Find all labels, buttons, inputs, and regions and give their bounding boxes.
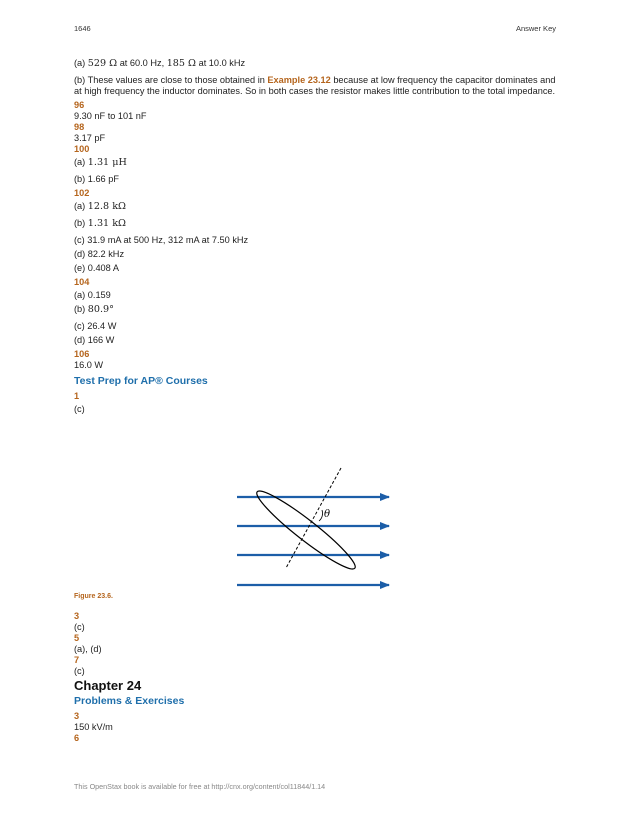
math-value: 12.8 kΩ (87, 201, 126, 212)
section-heading: Problems & Exercises (74, 695, 185, 707)
angle-arc (319, 510, 323, 521)
answer-text: (d) 166 W (74, 335, 115, 345)
answer-102b (74, 218, 556, 229)
page-number: 1646 (74, 24, 91, 33)
answer-b-explanation (74, 75, 556, 97)
problem-number: 104 (74, 277, 90, 287)
footer-note: This OpenStax book is available for free at http://cnx.org/content/col11844/1.14 (74, 782, 326, 791)
answer-text: (a) 0.159 (74, 290, 111, 300)
answer-a-impedance (74, 58, 556, 69)
math-value: 185 Ω (166, 58, 197, 69)
math-value: 80.9° (87, 304, 114, 315)
problem-number: 6 (74, 733, 80, 743)
answer-text: because at low frequency the capacitor dominates and at high frequency the inductor dominates. So in both cases the resistor makes little contribution to the total impedance. (74, 75, 556, 96)
answer-text: (b) These values are close to those obtained in (74, 75, 265, 85)
problem-number: 7 (74, 655, 80, 665)
answer-text: 150 kV/m (74, 722, 113, 732)
answer-text: at 10.0 kHz (198, 58, 246, 68)
answer-text: (c) (74, 622, 85, 632)
answer-text: (a), (d) (74, 644, 102, 654)
problem-number: 106 (74, 349, 90, 359)
problem-number: 1 (74, 391, 80, 401)
answer-text: 9.30 nF to 101 nF (74, 111, 147, 121)
math-value: 1.31 μH (87, 157, 127, 168)
example-link[interactable]: Example 23.12 (267, 75, 331, 85)
math-value: 529 Ω (87, 58, 118, 69)
answer-102a (74, 201, 556, 212)
answer-list (74, 58, 556, 415)
problem-number: 96 (74, 100, 85, 110)
answer-text: at 60.0 Hz, (119, 58, 165, 68)
answer-text: 3.17 pF (74, 133, 106, 143)
math-value: 1.31 kΩ (87, 218, 126, 229)
answer-text: (c) 31.9 mA at 500 Hz, 312 mA at 7.50 kHz (74, 235, 249, 245)
answer-100a (74, 157, 556, 168)
problem-number: 3 (74, 711, 80, 721)
problem-number: 98 (74, 122, 85, 132)
magnetic-field-loop-figure (234, 458, 398, 593)
answer-label: (b) (74, 304, 86, 314)
answer-text: (c) 26.4 W (74, 321, 117, 331)
chapter-title: Chapter 24 (74, 678, 142, 693)
answer-104b (74, 304, 556, 315)
answer-text: (e) 0.408 A (74, 263, 119, 273)
answer-text: (c) (74, 666, 85, 676)
theta-label: θ (324, 509, 331, 520)
problem-number: 102 (74, 188, 90, 198)
section-heading: Test Prep for AP® Courses (74, 375, 208, 387)
answer-label: (b) (74, 218, 86, 228)
running-title: Answer Key (515, 24, 556, 33)
answer-text: (b) 1.66 pF (74, 174, 119, 184)
answer-text: (c) (74, 404, 85, 414)
answer-list-lower (74, 611, 556, 744)
problem-number: 3 (74, 611, 80, 621)
problem-number: 5 (74, 633, 80, 643)
problem-number: 100 (74, 144, 90, 154)
figure-caption: Figure 23.6. (74, 593, 113, 600)
normal-dashed-line (286, 468, 341, 568)
answer-label: (a) (74, 157, 86, 167)
answer-label: (a) (74, 201, 86, 211)
answer-text: (d) 82.2 kHz (74, 249, 125, 259)
answer-text: 16.0 W (74, 360, 104, 370)
answer-label: (a) (74, 58, 86, 68)
